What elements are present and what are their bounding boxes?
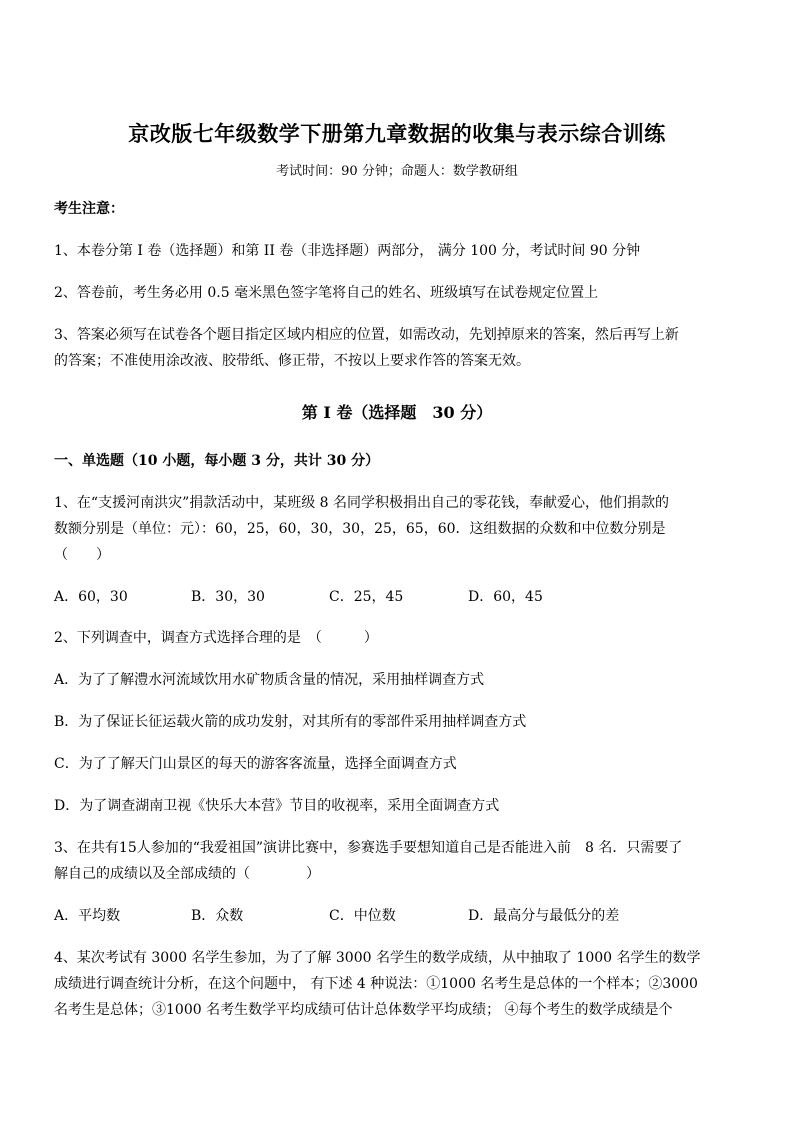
question-3-option-a: A．平均数 — [54, 908, 121, 924]
page-title: 京改版七年级数学下册第九章数据的收集与表示综合训练 — [128, 121, 666, 146]
question-3-option-c: C．中位数 — [329, 908, 396, 924]
note-item-3: 3、答案必须写在试卷各个题目指定区域内相应的位置，如需改动，先划掉原来的答案，然后再写上新 — [54, 327, 679, 343]
question-1-line-3: （ ） — [54, 547, 110, 563]
question-3-line-1: 3、在共有15人参加的“我爱祖国”演讲比赛中，参赛选手要想知道自己是否能进入前 8 名．只需要了 — [54, 840, 683, 856]
question-2-option-a: A．为了了解澧水河流域饮用水矿物质含量的情况，采用抽样调查方式 — [54, 672, 485, 688]
question-4-line-3: 名考生是总体；③1000 名考生数学平均成绩可估计总体数学平均成绩； ④每个考生的数学成绩是个 — [54, 1002, 673, 1018]
question-1-line-2: 数额分别是（单位：元）：60，25，60，30，30，25，65，60．这组数据的众数和中位数分别是 — [54, 521, 666, 537]
question-1-option-a: A．60，30 — [54, 589, 128, 605]
section-title: 第 I 卷（选择题 30 分） — [301, 403, 493, 422]
note-item-3-cont: 的答案；不准使用涂改液、胶带纸、修正带，不按以上要求作答的答案无效。 — [54, 353, 530, 369]
question-3-option-b: B．众数 — [191, 908, 244, 924]
question-2-option-b: B．为了保证长征运载火箭的成功发射，对其所有的零部件采用抽样调查方式 — [54, 714, 527, 730]
note-item-1: 1、本卷分第 I 卷（选择题）和第 II 卷（非选择题）两部分， 满分 100 分，考试时间 90 分钟 — [54, 243, 641, 259]
question-3-option-d: D．最高分与最低分的差 — [468, 908, 620, 924]
exam-info: 考试时间：90 分钟；命题人：数学教研组 — [276, 164, 518, 179]
question-4-line-2: 成绩进行调查统计分析，在这个问题中， 有下述 4 种说法：①1000 名考生是总体的一个样本；②3000 — [54, 976, 698, 992]
note-item-2: 2、答卷前，考生务必用 0.5 毫米黑色签字笔将自己的姓名、班级填写在试卷规定位置上 — [54, 285, 599, 301]
part-heading: 一、单选题（10 小题，每小题 3 分，共计 30 分） — [54, 453, 380, 469]
question-3-line-2: 解自己的成绩以及全部成绩的（ ） — [54, 866, 320, 882]
question-1-option-d: D．60，45 — [468, 589, 543, 605]
question-4-line-1: 4、某次考试有 3000 名学生参加，为了了解 3000 名学生的数学成绩，从中抽取了 1000 名学生的数学 — [54, 950, 701, 966]
question-1-line-1: 1、在“支援河南洪灾”捐款活动中，某班级 8 名同学积极捐出自己的零花钱，奉献爱心，他们捐款的 — [54, 495, 670, 511]
question-1-option-c: C．25，45 — [329, 589, 404, 605]
notes-heading: 考生注意： — [54, 201, 124, 217]
question-1-option-b: B．30，30 — [191, 589, 265, 605]
question-2-line-1: 2、下列调查中，调查方式选择合理的是 （ ） — [54, 630, 378, 646]
question-2-option-c: C．为了了解天门山景区的每天的游客客流量，选择全面调查方式 — [54, 756, 457, 772]
question-2-option-d: D．为了调查湖南卫视《快乐大本营》节目的收视率，采用全面调查方式 — [54, 798, 500, 814]
